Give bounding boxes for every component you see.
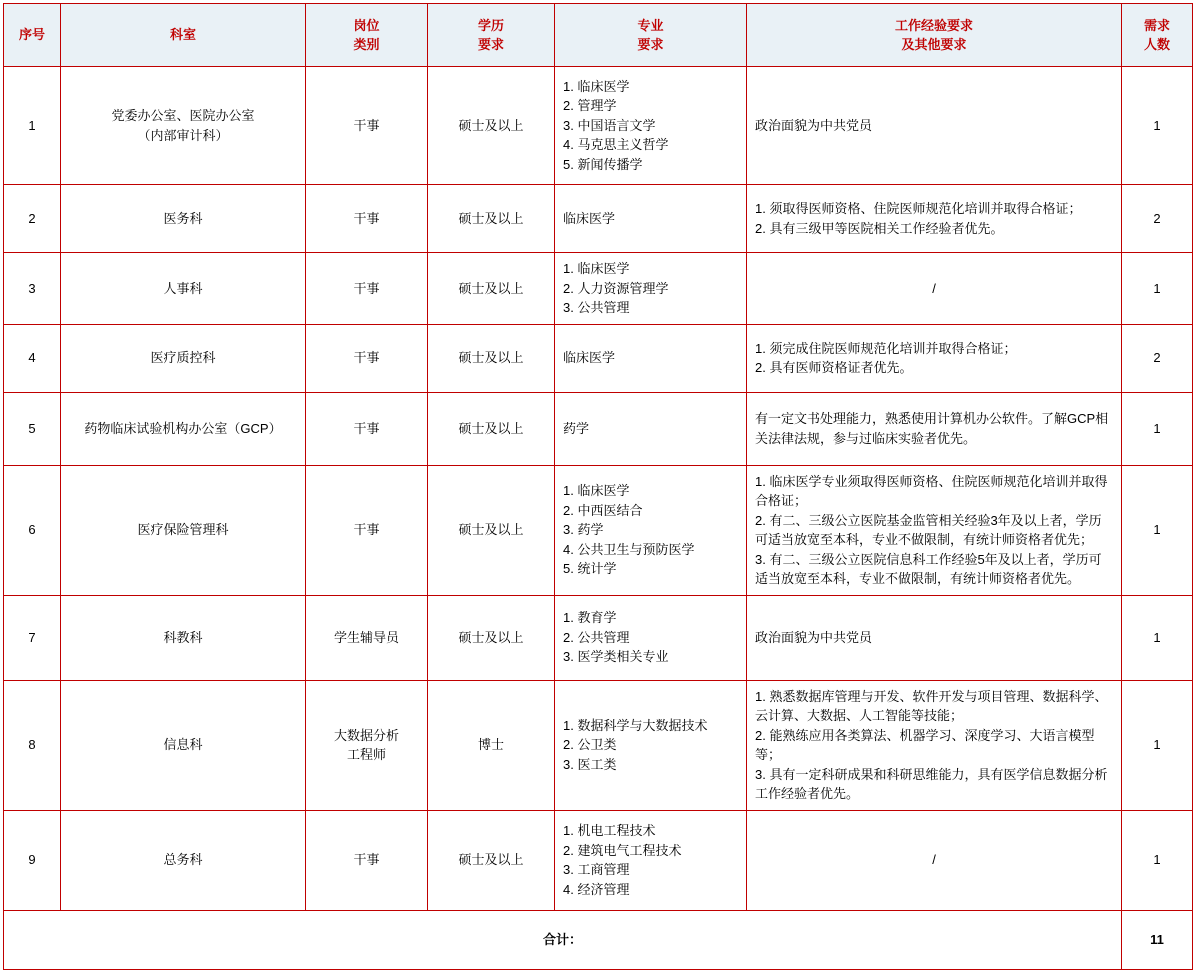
cell-post: 干事: [306, 67, 428, 185]
major-list: [563, 419, 738, 439]
cell-experience: [747, 67, 1122, 185]
cell-experience: [747, 680, 1122, 810]
cell-post: 干事: [306, 185, 428, 253]
table-row: [4, 465, 1193, 595]
major-list: [563, 209, 738, 229]
major-item: 1. 临床医学: [563, 261, 630, 276]
cell-dept: 总务科: [61, 810, 306, 910]
table-body: [4, 67, 1193, 970]
cell-experience: [747, 595, 1122, 680]
experience-line: 政治面貌为中共党员: [755, 117, 873, 133]
major-list: [563, 608, 738, 667]
table-total-row: [4, 910, 1193, 969]
cell-major: [555, 324, 747, 392]
header-experience-label-line1: 工作经验要求: [894, 17, 973, 33]
cell-education: 硕士及以上: [428, 185, 555, 253]
major-item: 4. 经济管理: [563, 881, 630, 897]
experience-line: 3. 有二、三级公立医院信息科工作经验5年及以上者，学历可适当放宽至本科，专业不做限制，有统计师资格者优先。: [755, 551, 1102, 586]
cell-seq: 4: [4, 324, 61, 392]
cell-dept: 医务科: [61, 185, 306, 253]
cell-education: 硕士及以上: [428, 392, 555, 465]
cell-experience: [747, 185, 1122, 253]
cell-major: [555, 392, 747, 465]
cell-major: [555, 185, 747, 253]
cell-seq: 7: [4, 595, 61, 680]
cell-dept: 科教科: [61, 595, 306, 680]
major-item: 3. 药学: [563, 522, 604, 538]
cell-count: 1: [1122, 810, 1193, 910]
major-item: 3. 工商管理: [563, 862, 630, 877]
major-item: 1. 机电工程技术: [563, 823, 656, 838]
cell-count: 1: [1122, 392, 1193, 465]
total-count: 11: [1122, 910, 1193, 969]
cell-education: 硕士及以上: [428, 253, 555, 325]
major-item: 4. 公共卫生与预防医学: [563, 541, 695, 557]
header-count-label-line2: 人数: [1143, 37, 1170, 52]
major-item: 1. 教育学: [563, 610, 617, 626]
major-item: 2. 公共管理: [563, 629, 630, 645]
major-item: 5. 统计学: [563, 561, 617, 577]
experience-line: 1. 临床医学专业须取得医师资格、住院医师规范化培训并取得合格证；: [755, 473, 1108, 508]
cell-dept: 信息科: [61, 680, 306, 810]
cell-dept: [61, 67, 306, 185]
major-item: 1. 临床医学: [563, 483, 630, 499]
total-label: 合计：: [4, 910, 1122, 969]
table-row: [4, 253, 1193, 325]
cell-count: 1: [1122, 253, 1193, 325]
major-item: 2. 中西医结合: [563, 502, 643, 518]
cell-post: 干事: [306, 465, 428, 595]
header-major: [555, 4, 747, 67]
major-list: [563, 821, 738, 899]
cell-experience: [747, 324, 1122, 392]
cell-experience: [747, 392, 1122, 465]
cell-count: 2: [1122, 185, 1193, 253]
table-row: [4, 595, 1193, 680]
cell-experience: /: [747, 810, 1122, 910]
experience-line: 2. 具有医师资格证者优先。: [755, 360, 913, 375]
cell-count: 1: [1122, 595, 1193, 680]
major-item: 2. 公卫类: [563, 737, 617, 753]
cell-major: [555, 595, 747, 680]
cell-education: 硕士及以上: [428, 67, 555, 185]
header-post-label-line1: 岗位: [353, 17, 380, 33]
cell-count: 2: [1122, 324, 1193, 392]
cell-seq: 9: [4, 810, 61, 910]
cell-education: 硕士及以上: [428, 324, 555, 392]
experience-line: 2. 能熟练应用各类算法、机器学习、深度学习、大语言模型等；: [755, 727, 1095, 762]
cell-education: 硕士及以上: [428, 595, 555, 680]
table-row: [4, 185, 1193, 253]
cell-dept: 医疗保险管理科: [61, 465, 306, 595]
experience-line: 政治面貌为中共党员: [755, 629, 873, 645]
cell-count: 1: [1122, 680, 1193, 810]
cell-dept: 药物临床试验机构办公室（GCP）: [61, 392, 306, 465]
table-row: [4, 67, 1193, 185]
cell-experience: /: [747, 253, 1122, 325]
header-experience: [747, 4, 1122, 67]
header-education-label-line1: 学历: [477, 17, 504, 33]
header-major-label-line1: 专业: [637, 17, 664, 33]
cell-major: [555, 680, 747, 810]
table-header: [4, 4, 1193, 67]
table-row: [4, 324, 1193, 392]
header-dept-label: 科室: [169, 27, 196, 43]
cell-dept: 人事科: [61, 253, 306, 325]
cell-education: 硕士及以上: [428, 810, 555, 910]
header-row: [4, 4, 1193, 67]
header-experience-label-line2: 及其他要求: [901, 37, 967, 52]
header-education: [428, 4, 555, 67]
major-list: [563, 77, 738, 175]
major-list: [563, 481, 738, 579]
table-row: [4, 810, 1193, 910]
cell-education: 博士: [428, 680, 555, 810]
experience-line: 2. 有二、三级公立医院基金监管相关经验3年及以上者，学历可适当放宽至本科，专业不做限制，有统计师资格者优先；: [755, 512, 1102, 547]
cell-major: [555, 67, 747, 185]
experience-line: 1. 熟悉数据库管理与开发、软件开发与项目管理、数据科学、云计算、大数据、人工智能等技能；: [755, 688, 1108, 723]
header-major-label-line2: 要求: [637, 37, 664, 52]
header-post-label-line2: 类别: [353, 37, 380, 52]
major-item: 2. 管理学: [563, 98, 617, 114]
major-item: 临床医学: [563, 210, 616, 226]
cell-post-line2: 工程师: [346, 747, 386, 762]
cell-dept: 医疗质控科: [61, 324, 306, 392]
cell-major: [555, 810, 747, 910]
major-list: [563, 348, 738, 368]
cell-post-line1: 大数据分析: [333, 727, 399, 743]
experience-line: 1. 须取得医师资格、住院医师规范化培训并取得合格证；: [755, 201, 1082, 216]
cell-post: 干事: [306, 392, 428, 465]
cell-major: [555, 465, 747, 595]
cell-count: 1: [1122, 67, 1193, 185]
major-item: 4. 马克思主义哲学: [563, 137, 669, 153]
cell-seq: 1: [4, 67, 61, 185]
table-row: [4, 680, 1193, 810]
header-post: [306, 4, 428, 67]
experience-line: 2. 具有三级甲等医院相关工作经验者优先。: [755, 220, 1004, 236]
major-item: 2. 建筑电气工程技术: [563, 842, 682, 858]
major-item: 3. 医工类: [563, 756, 617, 772]
cell-major: [555, 253, 747, 325]
cell-post: 干事: [306, 324, 428, 392]
header-seq: [4, 4, 61, 67]
major-item: 2. 人力资源管理学: [563, 280, 669, 296]
major-list: [563, 259, 738, 318]
header-seq-label: 序号: [18, 27, 45, 43]
major-item: 3. 公共管理: [563, 300, 630, 315]
experience-line: 1. 须完成住院医师规范化培训并取得合格证；: [755, 340, 1017, 356]
cell-seq: 3: [4, 253, 61, 325]
cell-dept-line1: 党委办公室、医院办公室: [111, 108, 255, 123]
table-row: [4, 392, 1193, 465]
cell-seq: 6: [4, 465, 61, 595]
major-list: [563, 716, 738, 775]
header-count-label-line1: 需求: [1143, 17, 1170, 33]
recruitment-table: [3, 3, 1193, 970]
cell-post: 干事: [306, 253, 428, 325]
experience-line: 3. 具有一定科研成果和科研思维能力，具有医学信息数据分析工作经验者优先。: [755, 766, 1108, 801]
cell-post: 干事: [306, 810, 428, 910]
cell-count: 1: [1122, 465, 1193, 595]
cell-post: [306, 680, 428, 810]
major-item: 临床医学: [563, 350, 616, 366]
cell-seq: 5: [4, 392, 61, 465]
major-item: 药学: [563, 420, 590, 436]
major-item: 1. 数据科学与大数据技术: [563, 717, 708, 733]
header-count: [1122, 4, 1193, 67]
cell-experience: [747, 465, 1122, 595]
cell-seq: 2: [4, 185, 61, 253]
experience-line: 有一定文书处理能力，熟悉使用计算机办公软件。了解GCP相关法律法规，参与过临床实验者优先。: [755, 411, 1109, 446]
major-item: 3. 医学类相关专业: [563, 649, 669, 665]
header-dept: [61, 4, 306, 67]
cell-seq: 8: [4, 680, 61, 810]
header-education-label-line2: 要求: [477, 37, 504, 52]
cell-post: 学生辅导员: [306, 595, 428, 680]
cell-education: 硕士及以上: [428, 465, 555, 595]
cell-dept-line2: （内部审计科）: [137, 127, 229, 143]
major-item: 1. 临床医学: [563, 78, 630, 94]
major-item: 3. 中国语言文学: [563, 117, 656, 133]
major-item: 5. 新闻传播学: [563, 156, 643, 172]
